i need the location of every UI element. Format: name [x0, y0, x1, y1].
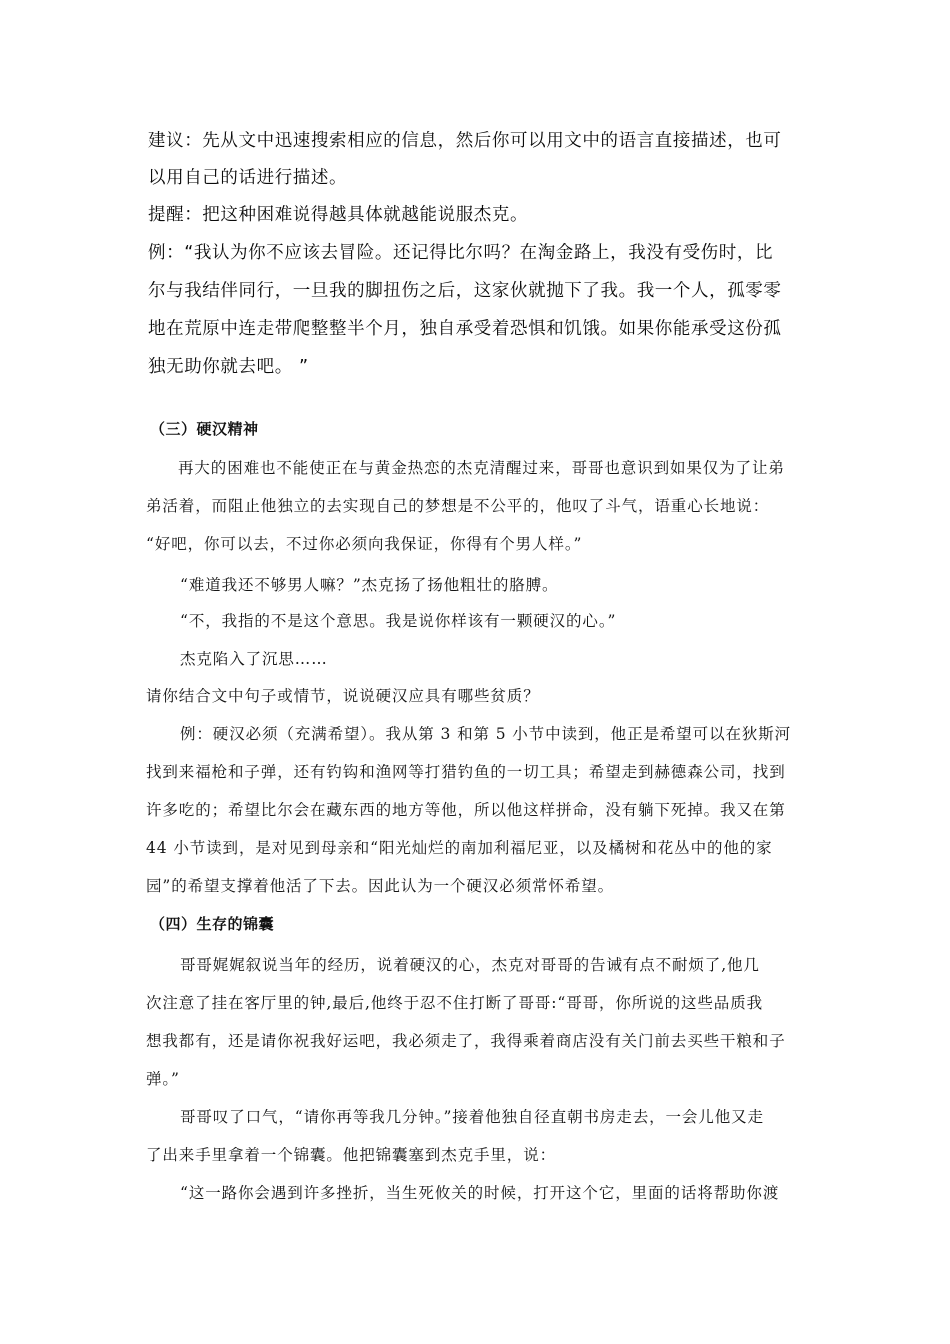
section4-p1-line-2: 次注意了挂在客厅里的钟,最后,他终于忍不住打断了哥哥:“哥哥，你所说的这些品质我 [146, 994, 764, 1012]
section4-heading: （四）生存的锦囊 [150, 915, 275, 933]
section3-p3: “不，我指的不是这个意思。我是说你样该有一颗硬汉的心。” [180, 612, 617, 630]
section4-p1-line-3: 想我都有，还是请你祝我好运吧，我必须走了，我得乘着商店没有关门前去买些干粮和子 [146, 1032, 786, 1050]
example1-line-4: 独无助你就去吧。 ” [148, 357, 309, 377]
suggestion-line-1: 建议：先从文中迅速搜索相应的信息，然后你可以用文中的语言直接描述，也可 [148, 131, 782, 151]
section4-p1-line-4: 弹。” [146, 1070, 180, 1088]
section4-p1-line-1: 哥哥娓娓叙说当年的经历，说着硬汉的心，杰克对哥哥的告诫有点不耐烦了,他几 [180, 956, 760, 974]
section3-p2: “难道我还不够男人嘛？”杰克扬了扬他粗壮的胳膊。 [180, 576, 559, 594]
section4-p3-line-1: “这一路你会遇到许多挫折，当生死攸关的时候，打开这个它，里面的话将帮助你渡 [180, 1184, 780, 1202]
section3-heading: （三）硬汉精神 [150, 420, 259, 438]
section3-question: 请你结合文中句子或情节，说说硬汉应具有哪些贫质？ [146, 687, 540, 705]
example1-line-2: 尔与我结伴同行，一旦我的脚扭伤之后，这家伙就抛下了我。我一个人，孤零零 [148, 281, 782, 301]
section4-p2-line-1: 哥哥叹了口气，“请你再等我几分钟。”接着他独自径直朝书房走去，一会儿他又走 [180, 1108, 764, 1126]
section3-p1-line-1: 再大的困难也不能使正在与黄金热恋的杰克清醒过来，哥哥也意识到如果仅为了让弟 [178, 459, 785, 477]
section3-p4: 杰克陷入了沉思…… [180, 650, 328, 668]
section3-example-line-4: 44 小节读到，是对见到母亲和“阳光灿烂的南加利福尼亚，以及橘树和花丛中的他的家 [146, 839, 773, 857]
section4-p2-line-2: 了出来手里拿着一个锦囊。他把锦囊塞到杰克手里，说： [146, 1146, 557, 1164]
suggestion-line-2: 以用自己的话进行描述。 [148, 168, 348, 188]
reminder-text: 提醒：把这种困难说得越具体就越能说服杰克。 [148, 205, 529, 225]
section3-p1-line-3: “好吧，你可以去，不过你必须向我保证，你得有个男人样。” [146, 535, 583, 553]
section3-example-line-2: 找到来福枪和子弹，还有钓钩和渔网等打猎钓鱼的一切工具；希望走到赫德森公司，找到 [146, 763, 786, 781]
section3-p1-line-2: 弟活着，而阻止他独立的去实现自己的梦想是不公平的，他叹了斗气，语重心长地说： [146, 497, 770, 515]
section3-example-line-1: 例：硬汉必须（充满希望）。我从第 3 和第 5 小节中读到，他正是希望可以在狄斯河 [180, 725, 792, 743]
example1-line-1: 例：“我认为你不应该去冒险。还记得比尔吗？在淘金路上，我没有受伤时，比 [148, 243, 774, 263]
section3-example-line-3: 许多吃的；希望比尔会在藏东西的地方等他，所以他这样拼命，没有躺下死掉。我又在第 [146, 801, 786, 819]
example1-line-3: 地在荒原中连走带爬整整半个月，独自承受着恐惧和饥饿。如果你能承受这份孤 [148, 319, 782, 339]
section3-example-line-5: 园”的希望支撑着他活了下去。因此认为一个硬汉必须常怀希望。 [146, 877, 615, 895]
